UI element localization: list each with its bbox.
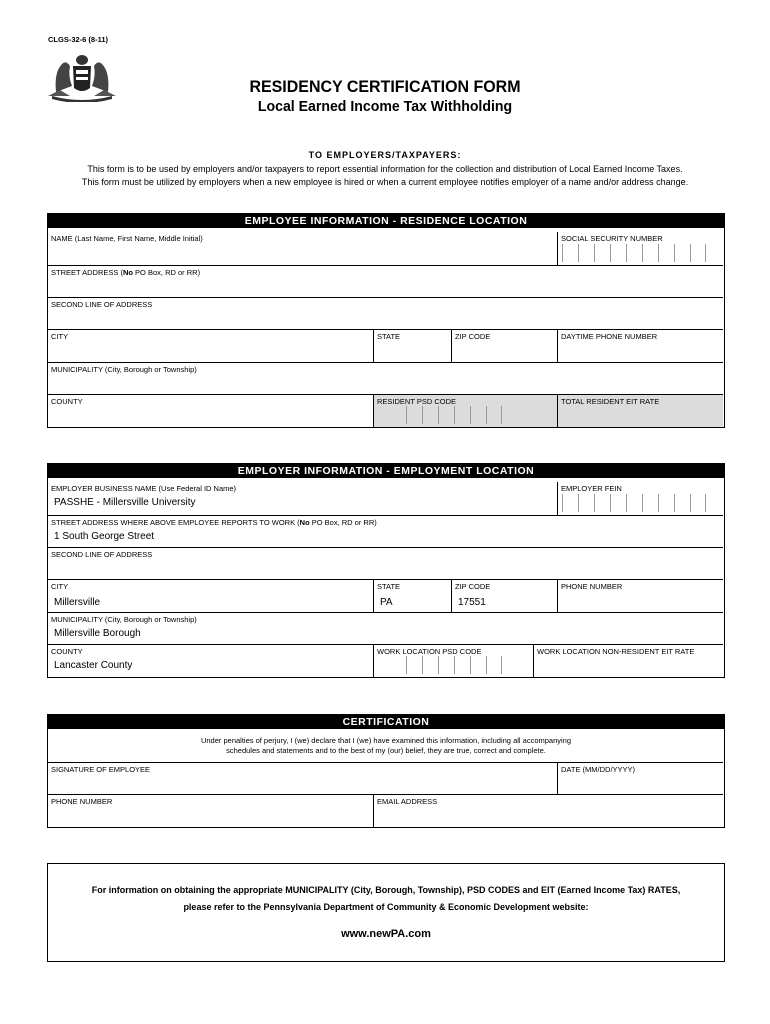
- employer-county-label: COUNTY: [51, 647, 83, 656]
- employee-county-label: COUNTY: [51, 397, 83, 406]
- employer-psd-digit-boxes: [406, 656, 502, 674]
- intro-line-1: This form is to be used by employers and/or taxpayers to report essential information for the collection and distribution of Local Earned Income Taxes.: [87, 164, 683, 174]
- employer-street-field[interactable]: [48, 515, 723, 547]
- form-title: RESIDENCY CERTIFICATION FORM: [249, 77, 521, 96]
- employer-municipality-label: MUNICIPALITY (City, Borough or Township): [51, 615, 197, 624]
- employee-city-label: CITY: [51, 332, 69, 341]
- employer-second-line-field[interactable]: [48, 547, 723, 579]
- employer-eit-rate-field[interactable]: [533, 644, 723, 677]
- psd-digit-boxes: [406, 406, 502, 424]
- employer-phone-field[interactable]: [557, 579, 723, 612]
- employer-eit-label: WORK LOCATION NON-RESIDENT EIT RATE: [537, 647, 695, 656]
- employer-city-label: CITY: [51, 582, 69, 591]
- employee-psd-label: RESIDENT PSD CODE: [377, 397, 457, 406]
- employer-zip-label: ZIP CODE: [455, 582, 491, 591]
- employee-municipality-field[interactable]: [48, 362, 723, 394]
- intro-heading: TO EMPLOYERS/TAXPAYERS:: [308, 150, 462, 160]
- employee-psd-code-field[interactable]: [373, 394, 557, 427]
- certification-section: [47, 714, 725, 828]
- employer-phone-label: PHONE NUMBER: [561, 582, 623, 591]
- employee-ssn-label: SOCIAL SECURITY NUMBER: [561, 234, 663, 243]
- employee-ssn-field[interactable]: [557, 232, 723, 265]
- employee-phone-field[interactable]: [557, 329, 723, 362]
- email-label: EMAIL ADDRESS: [377, 797, 438, 806]
- employee-street-label: STREET ADDRESS (No PO Box, RD or RR): [51, 268, 201, 277]
- employee-name-label: NAME (Last Name, First Name, Middle Initial): [51, 234, 203, 243]
- employee-name-field[interactable]: [48, 232, 557, 265]
- signature-label: SIGNATURE OF EMPLOYEE: [51, 765, 151, 774]
- form-code: CLGS-32-6 (8-11): [48, 35, 109, 44]
- employer-business-value: PASSHE - Millersville University: [54, 497, 196, 508]
- website-link[interactable]: www.newPA.com: [341, 928, 431, 940]
- employee-state-field[interactable]: [373, 329, 451, 362]
- employee-second-line-field[interactable]: [48, 297, 723, 329]
- employee-eit-label: TOTAL RESIDENT EIT RATE: [561, 397, 660, 406]
- employer-fein-label: EMPLOYER FEIN: [561, 484, 622, 493]
- employer-second-line-label: SECOND LINE OF ADDRESS: [51, 550, 153, 559]
- info-line-1: For information on obtaining the appropriate MUNICIPALITY (City, Borough, Township), PSD CODES and EIT (Earned Income Tax) RATES,: [91, 885, 681, 895]
- certification-line-2: schedules and statements and to the best of my (our) belief, they are true, correct and complete.: [226, 746, 546, 755]
- employee-second-line-label: SECOND LINE OF ADDRESS: [51, 300, 153, 309]
- employer-street-label: STREET ADDRESS WHERE ABOVE EMPLOYEE REPORTS TO WORK (No PO Box, RD or RR): [51, 518, 377, 527]
- employer-business-label: EMPLOYER BUSINESS NAME (Use Federal ID Name): [51, 484, 237, 493]
- date-field[interactable]: [557, 762, 723, 794]
- employer-zip-field[interactable]: [451, 579, 557, 612]
- date-label: DATE (MM/DD/YYYY): [561, 765, 636, 774]
- employee-zip-field[interactable]: [451, 329, 557, 362]
- fein-digit-boxes: [562, 494, 706, 512]
- employer-state-field[interactable]: [373, 579, 451, 612]
- employee-eit-rate-field[interactable]: [557, 394, 723, 427]
- employee-section-heading: EMPLOYEE INFORMATION - RESIDENCE LOCATION: [48, 214, 724, 228]
- email-field[interactable]: [373, 794, 723, 827]
- employer-state-label: STATE: [377, 582, 401, 591]
- employer-zip-value: 17551: [458, 597, 486, 608]
- employer-business-field[interactable]: [48, 482, 557, 515]
- info-line-2: please refer to the Pennsylvania Department of Community & Economic Development website:: [183, 902, 589, 912]
- employer-state-value: PA: [380, 597, 393, 608]
- info-box: [47, 863, 725, 962]
- cert-phone-label: PHONE NUMBER: [51, 797, 113, 806]
- employer-street-value: 1 South George Street: [54, 531, 155, 542]
- employer-county-value: Lancaster County: [54, 660, 133, 671]
- employee-phone-label: DAYTIME PHONE NUMBER: [561, 332, 658, 341]
- employee-state-label: STATE: [377, 332, 401, 341]
- certification-heading: CERTIFICATION: [48, 715, 724, 729]
- employer-municipality-value: Millersville Borough: [54, 628, 141, 639]
- signature-field[interactable]: [48, 762, 557, 794]
- employer-city-value: Millersville: [54, 597, 101, 608]
- employer-municipality-field[interactable]: [48, 612, 723, 644]
- employee-zip-label: ZIP CODE: [455, 332, 491, 341]
- employer-fein-field[interactable]: [557, 482, 723, 515]
- employer-psd-label: WORK LOCATION PSD CODE: [377, 647, 482, 656]
- employee-municipality-label: MUNICIPALITY (City, Borough or Township): [51, 365, 197, 374]
- form-subtitle: Local Earned Income Tax Withholding: [257, 98, 513, 115]
- employee-street-field[interactable]: [48, 265, 723, 297]
- employer-county-field[interactable]: [48, 644, 373, 677]
- employer-psd-code-field[interactable]: [373, 644, 533, 677]
- intro-line-2: This form must be utilized by employers when a new employee is hired or when a current employee notifies employer of a name and/or address change.: [81, 177, 689, 187]
- cert-phone-field[interactable]: [48, 794, 373, 827]
- employer-section-heading: EMPLOYER INFORMATION - EMPLOYMENT LOCATION: [48, 464, 724, 478]
- employee-city-field[interactable]: [48, 329, 373, 362]
- employee-section: [47, 213, 725, 428]
- certification-line-1: Under penalties of perjury, I (we) declare that I (we) have examined this information, including all accompanying: [200, 736, 572, 745]
- employer-section: [47, 463, 725, 678]
- ssn-digit-boxes: [562, 244, 706, 262]
- employer-city-field[interactable]: [48, 579, 373, 612]
- employee-county-field[interactable]: [48, 394, 373, 427]
